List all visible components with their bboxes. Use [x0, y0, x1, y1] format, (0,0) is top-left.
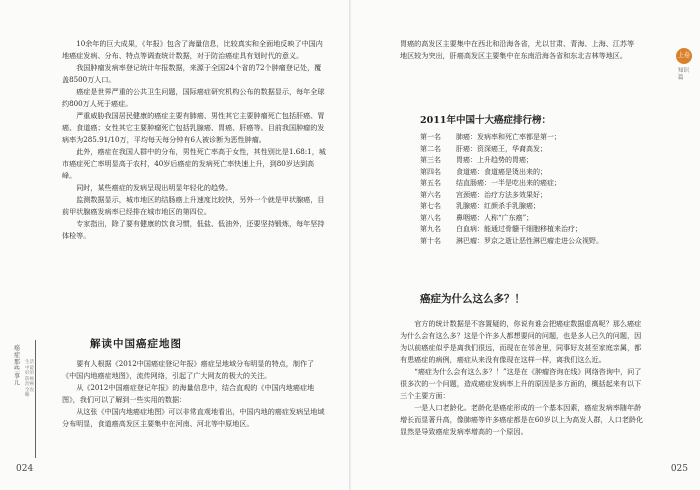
section-title: 解读中国癌症地图	[90, 338, 182, 350]
paragraph: 从《2012中国癌症登记年报》的海量信息中，结合直观的《中国内地癌症地图》，我们可以了解到一些实用的数据：	[62, 383, 315, 404]
paragraph: 严重威胁我国居民健康的癌症主要有肺癌、男性其它主要肿瘤死亡包括肝癌、胃癌、食道癌；女性其它主要肿瘤死亡包括乳腺癌、胃癌、肝癌等。目前我国肿瘤的发病率为285.91/10万，平均每天每分钟有6人被诊断为恶性肿瘤。	[62, 111, 325, 144]
section-tab-label: 知识篇	[678, 68, 690, 81]
running-book-subtitle: 生活中最好的防癌治癌全攻略	[25, 360, 34, 398]
page-number-left: 024	[16, 464, 34, 474]
list-item: 第二名 肝癌：资深癌王，华裔高发；	[420, 144, 547, 153]
right-intro	[400, 38, 640, 62]
right-bottom-text	[400, 318, 648, 438]
ranking-title: 2011年中国十大癌症排行榜：	[420, 115, 551, 126]
running-book-title: 癌症那些事儿	[14, 345, 21, 387]
left-top-text	[62, 38, 326, 242]
paragraph: 官方的统计数据是不容置疑的，你说有谁会把癌症数据虚高呢？那么癌症为什么会有这么多？这是个许多人都想要问的问题，也是多人已久的问题，因为以前癌症似乎是离我们很远，而现在在邻舍里，同事好友甚至家庭亲属，都有患癌症的病例，癌症从来没有像现在这样一样，离我们这么近。	[400, 319, 642, 364]
paragraph: “癌症为什么会有这么多？！”这是在《肿瘤咨询在线》网络咨询中，问了很多次的一个问题，造成癌症发病率上升的原因是多方面的，概括起来有以下三个主要方面：	[400, 367, 642, 400]
left-bottom-text	[62, 358, 326, 430]
paragraph: 一是人口老龄化。老龄化是癌症形成的一个基本因素，癌症发病率随年龄增长而显著升高，像肺癌等许多癌症都是在60岁以上为高发人群，人口老龄化显然是导致癌症发病率增高的一个原因。	[400, 403, 644, 436]
paragraph: 从这张《中国内地癌症地图》可以非常直观地看出，中国内地的癌症发病呈地域分布明显，食道癌高发区主要集中在河南、河北等中原地区。	[62, 407, 325, 428]
paragraph: 此外，癌症在我国人群中的分布，男性死亡率高于女性，其性别比是1.68:1，城市癌症死亡率明显高于农村，40岁后癌症的发病死亡率快速上升，到80岁达到高峰。	[62, 147, 326, 180]
paragraph: 癌症是世界严重的公共卫生问题，国际癌症研究机构公布的数据显示，每年全球约800万人死于癌症。	[62, 87, 325, 108]
paragraph: 同时，某些癌症的发病呈现出明显年轻化的趋势。	[76, 183, 233, 192]
ranking-list	[420, 132, 650, 247]
paragraph: 专家指出，除了要有健康的饮食习惯，低盐、低油外，还要坚持锻炼，每年坚持体检等。	[62, 219, 325, 240]
section-tab-badge: 上卷	[676, 48, 692, 64]
question-title: 癌症为什么这么多？！	[420, 293, 525, 305]
list-item: 第九名 白血病：能通过骨髓干细胞移植来治疗；	[420, 225, 582, 233]
paragraph: 要有人根据《2012中国癌症登记年报》癌症呈地域分布明显的特点，制作了《中国内地癌症地图》，流传网络，引起了广大网友的极大的关注。	[62, 359, 315, 380]
list-item: 第三名 胃癌：上升趋势的胃癌；	[420, 156, 533, 164]
list-item: 第七名 乳腺癌：红颜杀手乳腺癌；	[420, 202, 540, 210]
paragraph: 10余年的巨大成果，《年报》包含了海量信息，比较真实和全面地反映了中国内地癌症发病、分布、特点等调查统计数据，对于防治癌症具有划时代的意义。	[62, 39, 323, 60]
paragraph: 胃癌的高发区主要集中在西北和沿海各省，尤以甘肃、青海、上海、江苏等地区较为突出，肝癌高发区主要集中在东南沿海各省和东北吉林等地区。	[400, 39, 635, 60]
list-item: 第六名 宫颈癌：治疗方法多效果好；	[420, 190, 547, 199]
list-item: 第十名 淋巴瘤：罗京之逝让恶性淋巴瘤走进公众视野。	[420, 236, 603, 245]
list-item: 第四名 食道癌：食道癌是烫出来的；	[420, 167, 547, 176]
book-gutter	[349, 0, 351, 490]
list-item: 第八名 鼻咽癌：人称“广东癌”；	[420, 213, 534, 222]
running-title-rule	[35, 340, 36, 458]
paragraph: 我国肿瘤发病率登记统计年报数据，来源于全国24个省的72个肿瘤登记处，覆盖8500万人口。	[62, 63, 322, 84]
list-item: 第一名 肺癌：发病率和死亡率都是第一；	[420, 133, 561, 141]
page-number-right: 025	[670, 464, 688, 474]
list-item: 第五名 结直肠癌：一半是吃出来的癌症；	[420, 179, 561, 187]
paragraph: 监测数据显示，城市地区的结肠癌上升速度比较快，另外一个就是甲状腺癌，目前甲状腺癌发病率已经排在城市地区的第四位。	[62, 195, 325, 216]
